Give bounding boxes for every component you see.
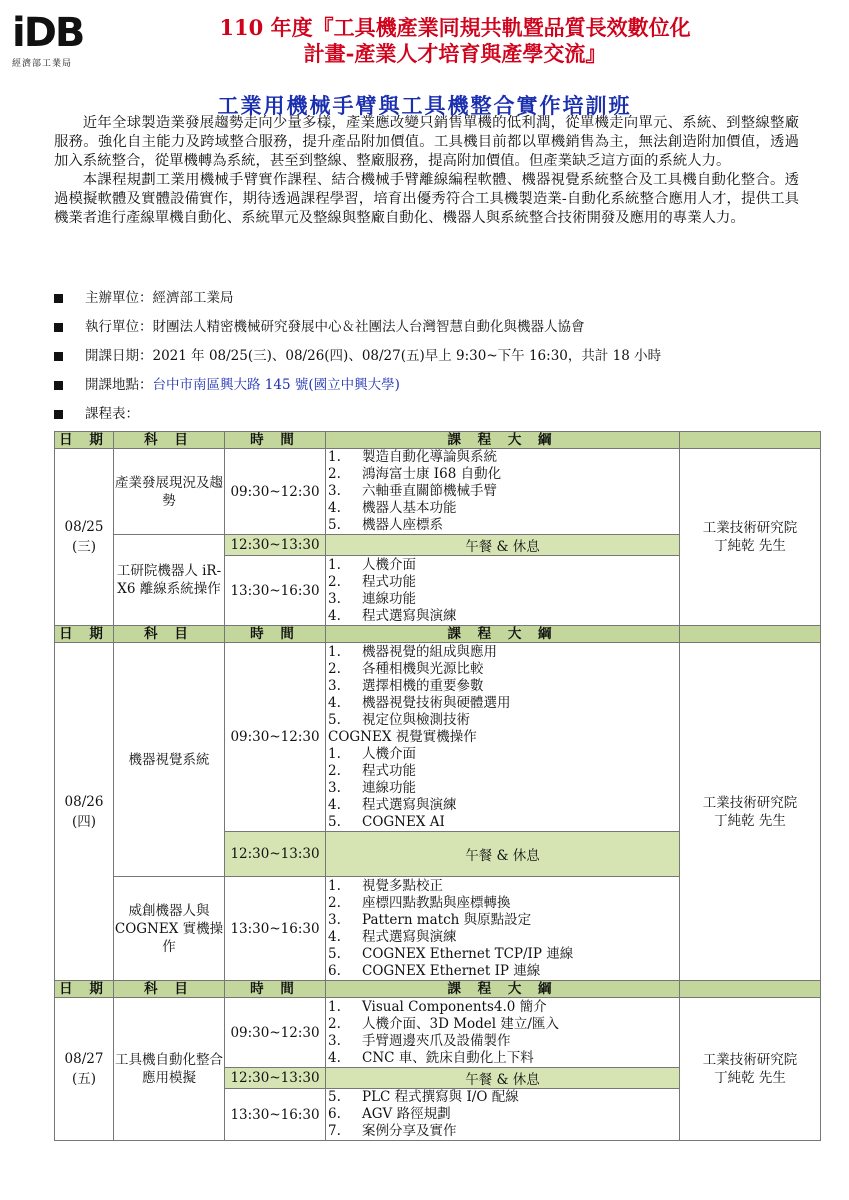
header-time: 時 間: [225, 626, 326, 643]
outline-item: [326, 449, 679, 466]
header-subject: 科 目: [114, 432, 225, 449]
outline-item-number: 1.: [328, 643, 341, 660]
table-header-row: [55, 626, 821, 643]
title-line-2: 計畫-產業人才培育與產學交流』: [303, 41, 607, 66]
outline-item: [326, 999, 679, 1016]
outline-item-text: 案例分享及實作: [362, 1123, 457, 1139]
outline-item: [326, 929, 679, 946]
info-organizer: [54, 288, 814, 317]
day1-lunch-time: 12:30~13:30: [225, 535, 326, 556]
instructor-org: 工業技術研究院: [702, 520, 798, 536]
outline-item-number: 5.: [328, 813, 341, 830]
outline-item-number: 4.: [328, 607, 341, 624]
outline-item-text: 手臂週邊夾爪及設備製作: [362, 1032, 511, 1049]
header-subject: 科 目: [114, 981, 225, 998]
outline-item-text: 程式選寫與演練: [362, 607, 457, 624]
location-label: 開課地點：: [85, 377, 153, 393]
idb-logo: [12, 12, 102, 72]
day2-subject-1: 機器視覺系統: [114, 643, 225, 877]
outline-item-number: 3.: [328, 590, 341, 607]
header-time: 時 間: [225, 981, 326, 998]
outline-item-text: 視定位與檢測技術: [362, 711, 470, 728]
outline-item: [326, 814, 679, 831]
outline-item-number: 2.: [328, 573, 341, 590]
outline-item-text: 鴻海富士康 I68 自動化: [362, 466, 502, 482]
day3-outline-1: [326, 998, 680, 1068]
outline-item-number: 3.: [328, 1032, 341, 1049]
outline-item-text: 程式功能: [362, 573, 416, 590]
outline-item-text: 人機介面: [362, 745, 416, 762]
outline-item-text: 機器視覺技術與硬體選用: [362, 694, 511, 711]
dates-text: 開課日期：2021 年 08/25(三)、08/26(四)、08/27(五)早上 9:30~下午 16:30，共計 18 小時: [85, 348, 662, 364]
organizer-text: 主辦單位：經濟部工業局: [85, 290, 234, 306]
outline-item: [326, 780, 679, 797]
outline-item: [326, 912, 679, 929]
outline-item-number: 3.: [328, 779, 341, 796]
header-time: 時 間: [225, 432, 326, 449]
bullet-icon: [54, 352, 63, 361]
outline-item: [326, 1123, 679, 1140]
outline-item: [326, 483, 679, 500]
outline-item-text: CNC 車、銑床自動化上下料: [362, 1049, 534, 1066]
outline-item: [326, 1050, 679, 1067]
bullet-icon: [54, 323, 63, 332]
day3-instructor: [680, 998, 821, 1141]
outline-item-text: 程式選寫與演練: [362, 796, 457, 813]
day3-lunch: 午餐 & 休息: [326, 1068, 680, 1089]
outline-item-text: 程式選寫與演練: [362, 928, 457, 945]
outline-item-number: 1.: [328, 877, 341, 894]
day1-outline-1: [326, 449, 680, 535]
day2-instructor: [680, 643, 821, 981]
header-outline: 課 程 大 綱: [326, 981, 680, 998]
day3-lunch-time: 12:30~13:30: [225, 1068, 326, 1089]
outline-item-number: 2.: [328, 1015, 341, 1032]
outline-item-number: 5.: [328, 517, 341, 533]
outline-item-text: Pattern match 與原點設定: [362, 911, 532, 928]
outline-item-number: 1.: [328, 745, 341, 762]
day1-subject-2: 工研院機器人 iR-X6 離線系統操作: [114, 535, 225, 626]
day2-weekday: (四): [71, 813, 97, 830]
day3-outline-2: [326, 1089, 680, 1141]
outline-item: [326, 678, 679, 695]
outline-item-number: 1.: [328, 998, 341, 1015]
outline-item-number: 6.: [328, 1106, 341, 1122]
day1-date: 08/25: [64, 519, 104, 535]
day3-date-cell: [55, 998, 114, 1141]
day3-subject: 工具機自動化整合應用模擬: [114, 998, 225, 1141]
table-row: [55, 449, 821, 535]
day1-outline-2: [326, 556, 680, 626]
bullet-icon: [54, 294, 63, 303]
course-info-list: [54, 288, 814, 433]
outline-item: [326, 1106, 679, 1123]
outline-item-text: 視覺多點校正: [362, 877, 443, 894]
table-row: [55, 643, 821, 832]
outline-item-number: 2.: [328, 762, 341, 779]
day3-date: 08/27: [64, 1051, 104, 1067]
outline-item: [326, 574, 679, 591]
outline-item-text: AGV 路徑規劃: [362, 1106, 451, 1122]
day2-outline-1: [326, 643, 680, 832]
document-title: [110, 15, 800, 67]
schedule-table: [54, 431, 821, 1141]
outline-item: [326, 746, 679, 763]
location-value: 台中市南區興大路 145 號(國立中興大學): [152, 377, 400, 393]
outline-item-text: 座標四點教點與座標轉換: [362, 894, 511, 911]
day1-time-1: 09:30~12:30: [225, 449, 326, 535]
outline-item-text: 程式功能: [362, 762, 416, 779]
outline-item: [326, 1033, 679, 1050]
day2-outline-2: [326, 877, 680, 981]
instructor-org: 工業技術研究院: [702, 1052, 798, 1068]
schedule-label: 課程表：: [85, 406, 139, 422]
day2-outline-sub: COGNEX 視覺實機操作: [328, 728, 477, 745]
outline-item-text: 機器人座標系: [362, 517, 443, 533]
header-instructor: [680, 981, 821, 998]
outline-item-number: 7.: [328, 1123, 341, 1139]
outline-item-number: 2.: [328, 894, 341, 911]
outline-item-number: 6.: [328, 962, 341, 979]
outline-item-number: 3.: [328, 483, 341, 499]
header-outline: 課 程 大 綱: [326, 626, 680, 643]
outline-item: [326, 500, 679, 517]
table-header-row: [55, 981, 821, 998]
day2-lunch: 午餐 & 休息: [326, 832, 680, 877]
outline-item-text: Visual Components4.0 簡介: [362, 998, 547, 1015]
outline-item: [326, 557, 679, 574]
table-row: [55, 998, 821, 1068]
outline-item-text: COGNEX Ethernet IP 連線: [362, 962, 541, 979]
outline-item-number: 2.: [328, 466, 341, 482]
outline-item: [326, 608, 679, 625]
header-instructor: [680, 626, 821, 643]
outline-item-number: 3.: [328, 911, 341, 928]
info-location: [54, 375, 814, 404]
day1-instructor: [680, 449, 821, 626]
info-executor: [54, 317, 814, 346]
day2-time-1: 09:30~12:30: [225, 643, 326, 832]
outline-item-number: 5.: [328, 945, 341, 962]
outline-item: [326, 695, 679, 712]
outline-item: [326, 1089, 679, 1106]
outline-item: [326, 661, 679, 678]
outline-item-number: 3.: [328, 677, 341, 694]
outline-item-number: 2.: [328, 660, 341, 677]
outline-item-text: 機器人基本功能: [362, 500, 457, 516]
outline-item: [326, 517, 679, 534]
outline-item: [326, 466, 679, 483]
header-subject: 科 目: [114, 626, 225, 643]
executor-text: 執行單位：財團法人精密機械研究發展中心＆社團法人台灣智慧自動化與機器人協會: [85, 319, 585, 335]
outline-item-number: 4.: [328, 1049, 341, 1066]
outline-item-text: 連線功能: [362, 779, 416, 796]
outline-item-text: 連線功能: [362, 590, 416, 607]
outline-item-number: 4.: [328, 500, 341, 516]
day1-date-cell: [55, 449, 114, 626]
outline-item-text: 六軸垂直關節機械手臂: [362, 483, 497, 499]
table-header-row: [55, 432, 821, 449]
outline-item-number: 4.: [328, 694, 341, 711]
info-schedule: [54, 404, 814, 433]
outline-item: [326, 712, 679, 729]
header-date: 日 期: [55, 432, 114, 449]
header-outline: 課 程 大 綱: [326, 432, 680, 449]
outline-item-text: 選擇相機的重要參數: [362, 677, 484, 694]
outline-item: [326, 895, 679, 912]
day2-lunch-time: 12:30~13:30: [225, 832, 326, 877]
day2-subject-2: 威創機器人與COGNEX 實機操作: [114, 877, 225, 981]
outline-item-number: 1.: [328, 449, 341, 465]
header-date: 日 期: [55, 626, 114, 643]
instructor-org: 工業技術研究院: [702, 794, 798, 811]
outline-item: [326, 797, 679, 814]
outline-item-number: 5.: [328, 711, 341, 728]
outline-item: [326, 878, 679, 895]
header-instructor: [680, 432, 821, 449]
instructor-name: 丁純乾 先生: [714, 1070, 786, 1086]
instructor-name: 丁純乾 先生: [714, 812, 786, 829]
day1-lunch: 午餐 & 休息: [326, 535, 680, 556]
outline-item-number: 1.: [328, 556, 341, 573]
outline-item: [326, 644, 679, 661]
logo-mark: iDB: [12, 10, 84, 56]
course-subtitle: 工業用機械手臂與工具機整合實作培訓班: [217, 93, 632, 118]
outline-item-text: 機器視覺的組成與應用: [362, 643, 497, 660]
outline-item-number: 4.: [328, 928, 341, 945]
outline-item-text: 人機介面、3D Model 建立/匯入: [362, 1015, 559, 1032]
day2-date-cell: [55, 643, 114, 981]
header-date: 日 期: [55, 981, 114, 998]
day3-weekday: (五): [71, 1071, 97, 1087]
outline-item-text: 製造自動化導論與系統: [362, 449, 497, 465]
info-dates: [54, 346, 814, 375]
intro-paragraph-1: 近年全球製造業發展趨勢走向少量多樣，產業應改變只銷售單機的低利潤，從單機走向單元、系統、到整線整廠服務。強化自主能力及跨域整合服務，提升產品附加價值。工具機目前都以單機銷售為主，無法創造附加價值，透過加入系統整合，從單機轉為系統，甚至到整線、整廠服務，提高附加價值。但產業缺乏這方面的系統人力。: [54, 115, 799, 169]
outline-item: [326, 591, 679, 608]
day3-time-1: 09:30~12:30: [225, 998, 326, 1068]
outline-item: [326, 1016, 679, 1033]
outline-item-text: 人機介面: [362, 556, 416, 573]
day1-time-2: 13:30~16:30: [225, 556, 326, 626]
outline-item-number: 5.: [328, 1089, 341, 1105]
title-line-1: 110 年度『工具機產業同規共軌暨品質長效數位化: [219, 15, 691, 40]
outline-item-text: 各種相機與光源比較: [362, 660, 484, 677]
logo-subtitle: 經濟部工業局: [12, 59, 73, 69]
outline-item: [326, 763, 679, 780]
day2-date: 08/26: [64, 793, 104, 810]
day2-time-2: 13:30~16:30: [225, 877, 326, 981]
day3-time-2: 13:30~16:30: [225, 1089, 326, 1141]
outline-item-text: PLC 程式撰寫與 I/O 配線: [362, 1089, 519, 1105]
outline-item-text: COGNEX AI: [362, 813, 445, 830]
instructor-name: 丁純乾 先生: [714, 538, 786, 554]
bullet-icon: [54, 410, 63, 419]
outline-item: [326, 963, 679, 980]
bullet-icon: [54, 381, 63, 390]
intro-text: [54, 114, 799, 228]
outline-item-text: COGNEX Ethernet TCP/IP 連線: [362, 945, 574, 962]
outline-item: [326, 946, 679, 963]
day1-subject-1: 產業發展現況及趨勢: [114, 449, 225, 535]
day1-weekday: (三): [71, 539, 97, 555]
intro-paragraph-2: 本課程規劃工業用機械手臂實作課程、結合機械手臂離線編程軟體、機器視覺系統整合及工具機自動化整合。透過模擬軟體及實體設備實作，期待透過課程學習，培育出優秀符合工具機製造業-自動化系統整合應用人才，提供工具機業者進行產線單機自動化、系統單元及整線與整廠自動化、機器人與系統整合技術開發及應用的專業人力。: [54, 172, 799, 226]
outline-item-number: 4.: [328, 796, 341, 813]
